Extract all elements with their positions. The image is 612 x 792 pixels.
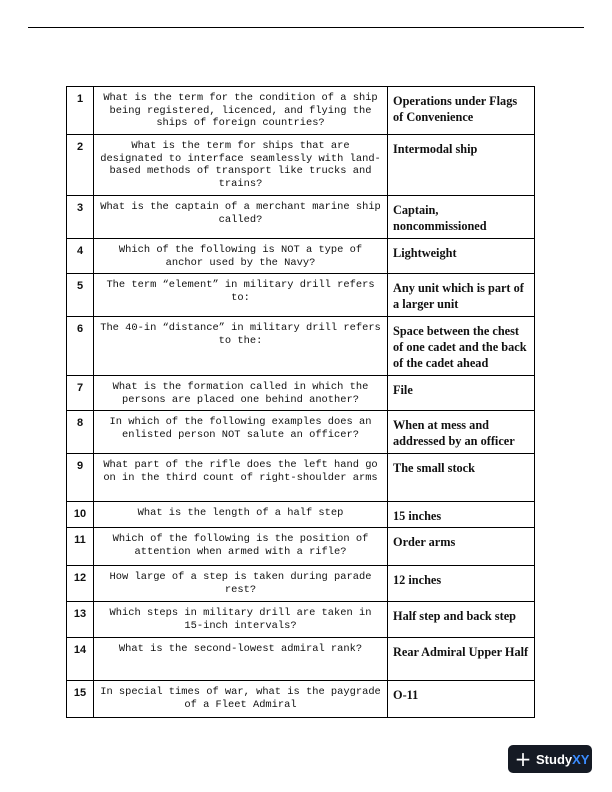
question-number: 8 xyxy=(67,411,94,454)
qa-table xyxy=(66,86,535,718)
question-text: What is the formation called in which the persons are placed one behind another? xyxy=(94,376,388,411)
question-number: 15 xyxy=(67,681,94,718)
question-text: In which of the following examples does an enlisted person NOT salute an officer? xyxy=(94,411,388,454)
question-number: 13 xyxy=(67,602,94,638)
table-row xyxy=(67,196,535,239)
table-row xyxy=(67,566,535,602)
question-text: The 40-in “distance” in military drill refers to the: xyxy=(94,317,388,376)
question-text: Which steps in military drill are taken in 15-inch intervals? xyxy=(94,602,388,638)
answer-text: File xyxy=(388,376,535,411)
question-text: How large of a step is taken during parade rest? xyxy=(94,566,388,602)
answer-text: Half step and back step xyxy=(388,602,535,638)
answer-text: 12 inches xyxy=(388,566,535,602)
question-number: 2 xyxy=(67,135,94,196)
answer-text: When at mess and addressed by an officer xyxy=(388,411,535,454)
table-row xyxy=(67,528,535,566)
table-row xyxy=(67,638,535,681)
question-text: What is the term for ships that are designated to interface seamlessly with land-based methods of transport like trucks and trains? xyxy=(94,135,388,196)
table-row xyxy=(67,681,535,718)
question-text: In special times of war, what is the paygrade of a Fleet Admiral xyxy=(94,681,388,718)
question-number: 3 xyxy=(67,196,94,239)
table-row xyxy=(67,317,535,376)
table-row xyxy=(67,602,535,638)
question-number: 5 xyxy=(67,274,94,317)
studyxy-badge[interactable] xyxy=(508,745,592,773)
table-row xyxy=(67,87,535,135)
question-text: Which of the following is NOT a type of anchor used by the Navy? xyxy=(94,239,388,274)
answer-text: Intermodal ship xyxy=(388,135,535,196)
question-number: 12 xyxy=(67,566,94,602)
plus-icon: + xyxy=(514,747,532,771)
qa-table-body xyxy=(67,87,535,718)
question-number: 7 xyxy=(67,376,94,411)
brand-name-accent: XY xyxy=(572,751,590,767)
answer-text: Any unit which is part of a larger unit xyxy=(388,274,535,317)
question-text: What is the term for the condition of a ship being registered, licenced, and flying the ships of foreign countries? xyxy=(94,87,388,135)
answer-text: Space between the chest of one cadet and the back of the cadet ahead xyxy=(388,317,535,376)
answer-text: Lightweight xyxy=(388,239,535,274)
question-number: 14 xyxy=(67,638,94,681)
answer-text: Operations under Flags of Convenience xyxy=(388,87,535,135)
table-row xyxy=(67,411,535,454)
question-number: 9 xyxy=(67,454,94,502)
question-text: The term “element” in military drill refers to: xyxy=(94,274,388,317)
question-text: What is the captain of a merchant marine ship called? xyxy=(94,196,388,239)
question-number: 11 xyxy=(67,528,94,566)
question-number: 6 xyxy=(67,317,94,376)
brand-name: Study xyxy=(536,751,573,767)
table-row xyxy=(67,502,535,528)
question-text: What is the length of a half step xyxy=(94,502,388,528)
top-rule xyxy=(28,27,584,28)
answer-text: The small stock xyxy=(388,454,535,502)
question-number: 4 xyxy=(67,239,94,274)
question-text: What is the second-lowest admiral rank? xyxy=(94,638,388,681)
question-text: What part of the rifle does the left hand go on in the third count of right-shoulder arms xyxy=(94,454,388,502)
question-number: 1 xyxy=(67,87,94,135)
answer-text: O-11 xyxy=(388,681,535,718)
table-row xyxy=(67,239,535,274)
table-row xyxy=(67,274,535,317)
question-number: 10 xyxy=(67,502,94,528)
table-row xyxy=(67,376,535,411)
answer-text: Rear Admiral Upper Half xyxy=(388,638,535,681)
question-text: Which of the following is the position of attention when armed with a rifle? xyxy=(94,528,388,566)
table-row xyxy=(67,454,535,502)
answer-text: 15 inches xyxy=(388,502,535,528)
answer-text: Order arms xyxy=(388,528,535,566)
answer-text: Captain, noncommissioned xyxy=(388,196,535,239)
table-row xyxy=(67,135,535,196)
